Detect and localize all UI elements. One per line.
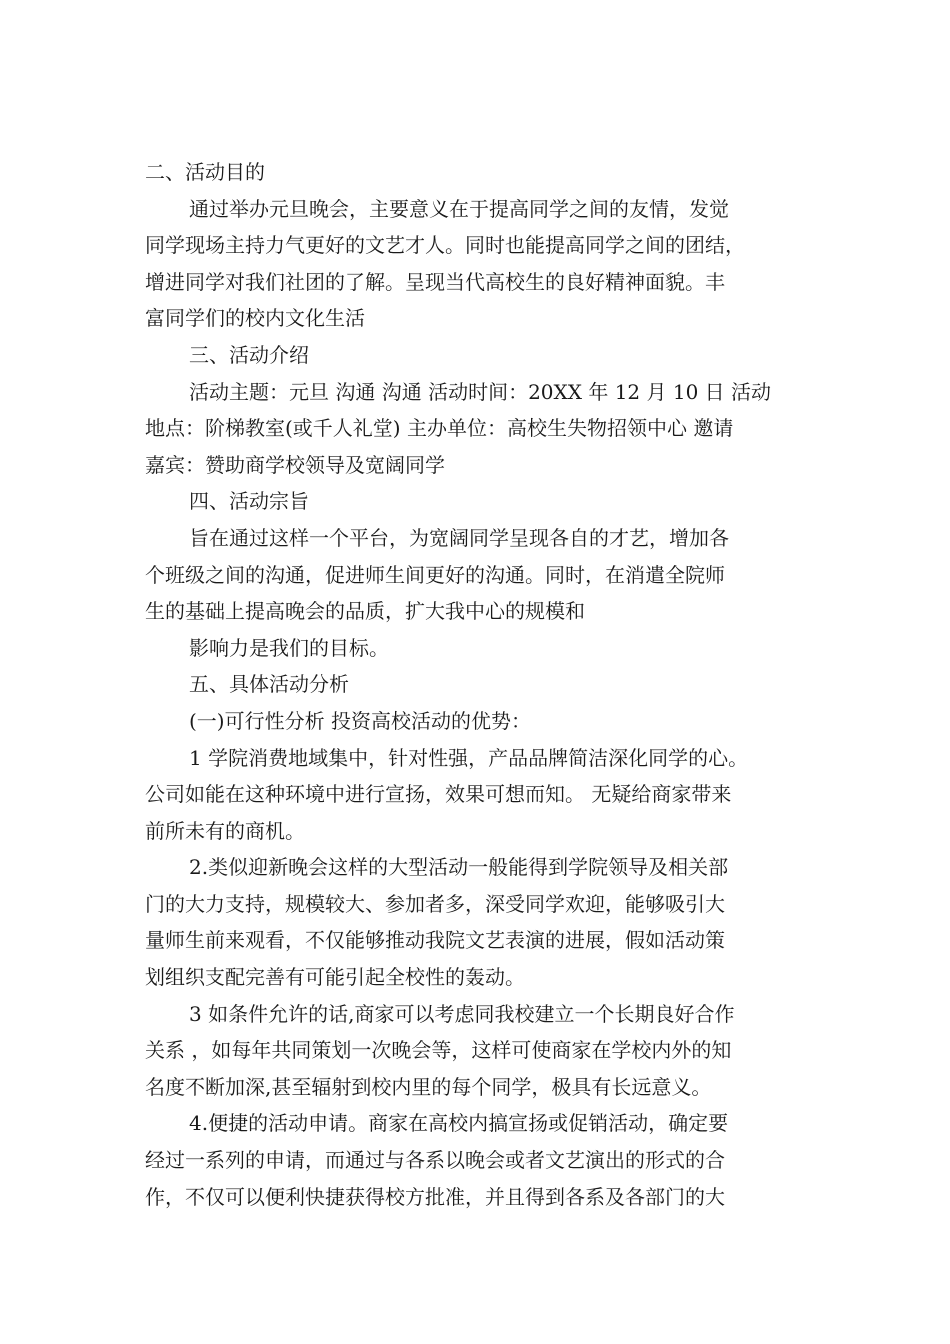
paragraph-line: 经过一系列的申请，而通过与各系以晚会或者文艺演出的形式的合	[145, 1148, 725, 1173]
paragraph-line: 嘉宾：赞助商学校领导及宽阔同学	[145, 452, 445, 477]
paragraph-line: 同学现场主持力气更好的文艺才人。同时也能提高同学之间的团结，	[145, 233, 745, 258]
section-heading-introduction: 三、活动介绍	[189, 342, 309, 367]
paragraph-line: 门的大力支持，规模较大、参加者多，深受同学欢迎，能够吸引大	[145, 891, 725, 916]
paragraph-line: 关系 ，如每年共同策划一次晚会等，这样可使商家在学校内外的知	[145, 1038, 732, 1063]
paragraph-line: 旨在通过这样一个平台，为宽阔同学呈现各自的才艺，增加各	[189, 525, 729, 550]
paragraph-line: 通过举办元旦晚会，主要意义在于提高同学之间的友情，发觉	[189, 196, 729, 221]
paragraph-line: 富同学们的校内文化生活	[145, 306, 365, 331]
paragraph-line: 名度不断加深,甚至辐射到校内里的每个同学，极具有长远意义。	[145, 1074, 712, 1099]
section-heading-aim: 四、活动宗旨	[189, 489, 309, 514]
paragraph-line: 2.类似迎新晚会这样的大型活动一般能得到学院领导及相关部	[189, 855, 729, 880]
paragraph-line: 增进同学对我们社团的了解。呈现当代高校生的良好精神面貌。丰	[145, 269, 725, 294]
paragraph-line: 1 学院消费地域集中，针对性强，产品品牌简洁深化同学的心。	[189, 745, 749, 770]
paragraph-line: 公司如能在这种环境中进行宣扬，效果可想而知。 无疑给商家带来	[145, 782, 732, 807]
paragraph-line: 影响力是我们的目标。	[189, 635, 389, 660]
paragraph-line: 活动主题：元旦 沟通 沟通 活动时间：20XX 年 12 月 10 日 活动	[189, 379, 772, 404]
subsection-heading-feasibility: (一)可行性分析 投资高校活动的优势：	[189, 708, 531, 733]
paragraph-line: 量师生前来观看，不仅能够推动我院文艺表演的进展，假如活动策	[145, 928, 725, 953]
paragraph-line: 前所未有的商机。	[145, 818, 305, 843]
paragraph-line: 4.便捷的活动申请。商家在高校内搞宣扬或促销活动，确定要	[189, 1111, 729, 1136]
section-heading-purpose: 二、活动目的	[145, 160, 265, 184]
paragraph-line: 划组织支配完善有可能引起全校性的轰动。	[145, 965, 525, 990]
section-heading-analysis: 五、具体活动分析	[189, 672, 349, 697]
paragraph-line: 个班级之间的沟通，促进师生间更好的沟通。同时，在消遣全院师	[145, 562, 725, 587]
document-body	[145, 154, 815, 1215]
paragraph-line: 作，不仅可以便利快捷获得校方批准，并且得到各系及各部门的大	[145, 1184, 725, 1209]
paragraph-line: 地点：阶梯教室(或千人礼堂) 主办单位：高校生失物招领中心 邀请	[145, 416, 734, 441]
paragraph-line: 3 如条件允许的话,商家可以考虑同我校建立一个长期良好合作	[189, 1001, 735, 1026]
paragraph-line: 生的基础上提高晚会的品质，扩大我中心的规模和	[145, 599, 585, 624]
